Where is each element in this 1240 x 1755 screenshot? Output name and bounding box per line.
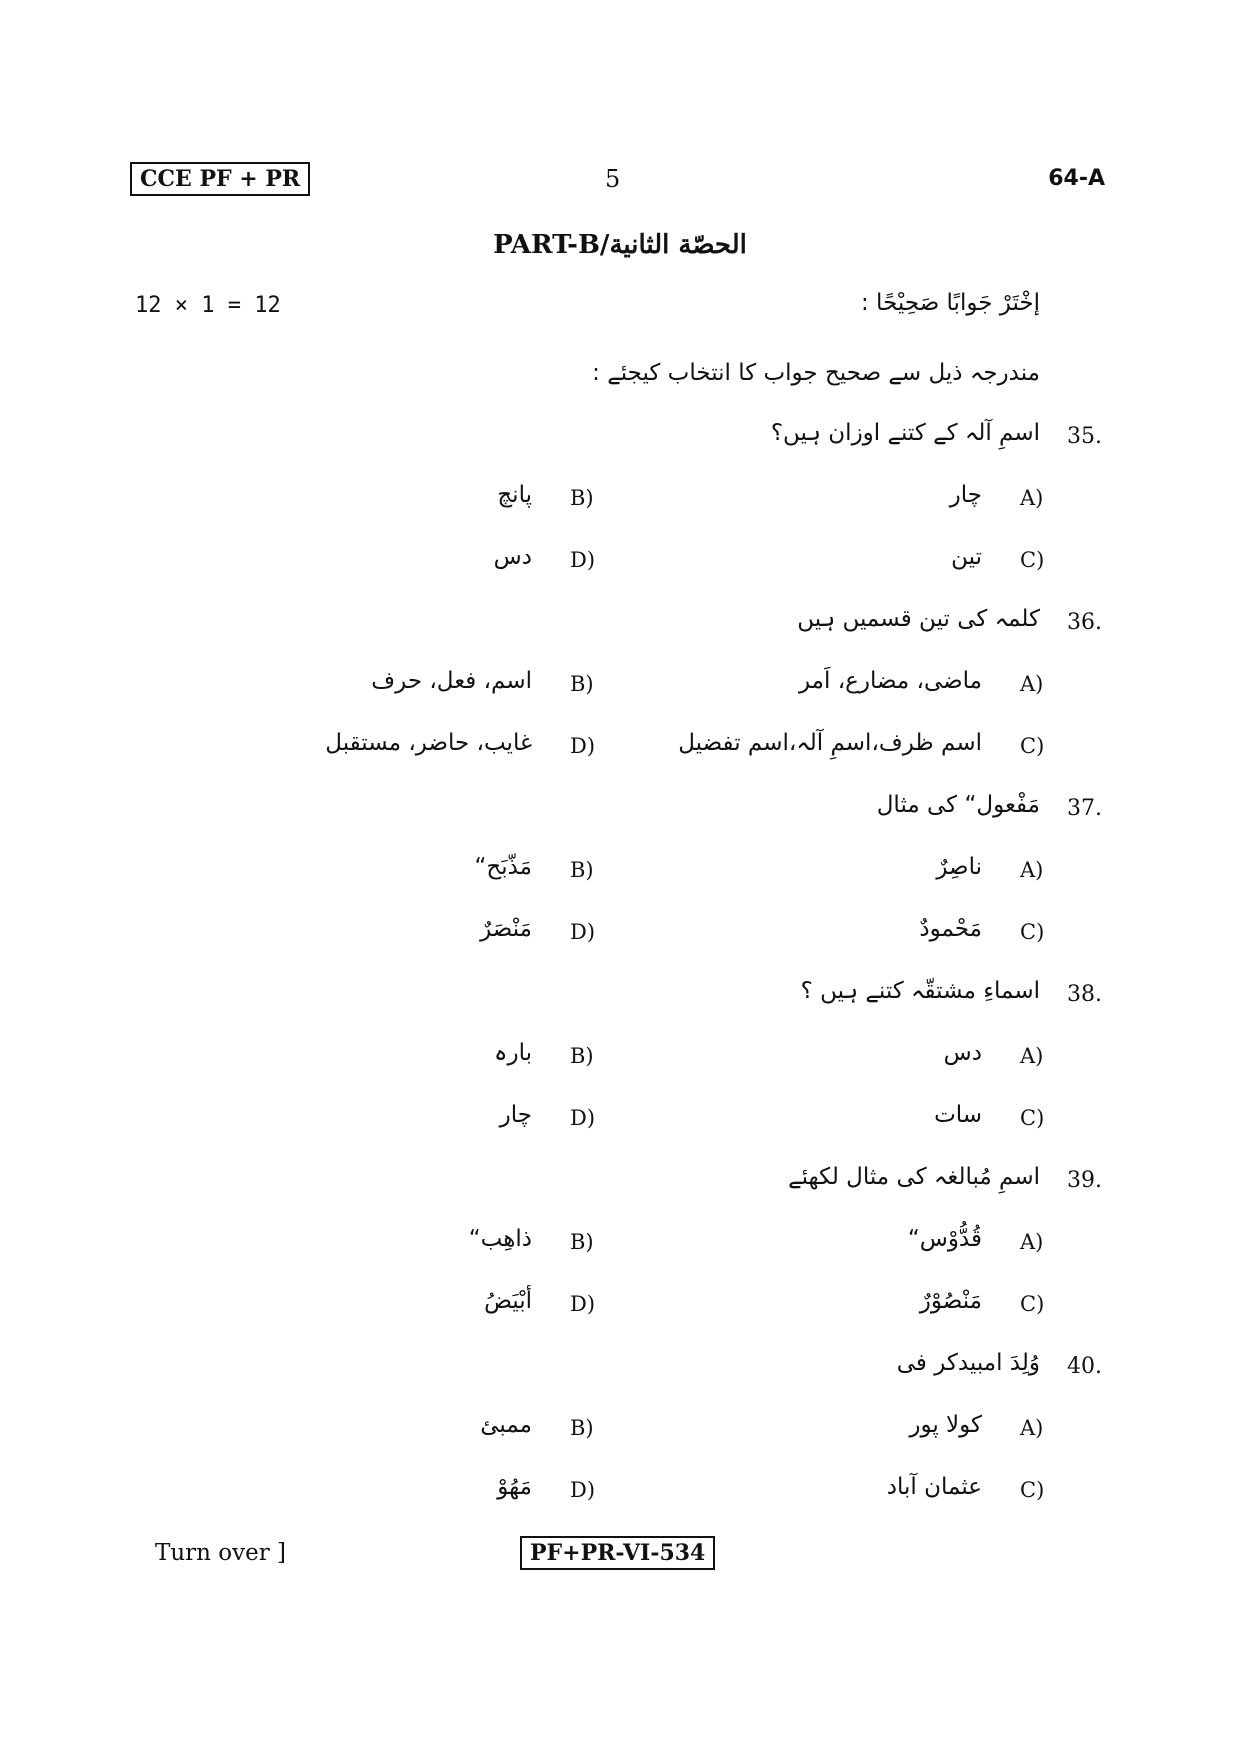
question-number: 36.: [1067, 610, 1102, 635]
option-letter-c: C): [1020, 1292, 1045, 1316]
turn-over-note: Turn over ]: [155, 1540, 287, 1566]
question-text: مَفْعول“ کی مثال: [876, 792, 1040, 818]
option-letter-b: B): [570, 1230, 594, 1254]
option-a-text: کولا پور: [909, 1412, 982, 1438]
question-number: 38.: [1067, 982, 1102, 1007]
option-d-text: غایب، حاضر، مستقبل: [325, 730, 532, 756]
option-a-text: قُدُّوْس“: [907, 1226, 982, 1252]
page-number: 5: [605, 165, 621, 193]
option-c-text: مَحْمودٌ: [919, 916, 982, 942]
option-a-text: چار: [949, 482, 982, 508]
option-d-text: أبْيَضُ: [484, 1288, 532, 1314]
option-letter-d: D): [570, 548, 596, 572]
question-text: وُلِدَ امبيدكر فى: [896, 1350, 1040, 1376]
question-text: اسماءِ مشتقّہ کتنے ہیں ؟: [800, 978, 1040, 1004]
option-d-text: مَهُوْ: [497, 1474, 532, 1500]
option-letter-a: A): [1020, 1230, 1044, 1254]
option-letter-d: D): [570, 920, 596, 944]
question-text: کلمہ کی تین قسمیں ہیں: [797, 606, 1040, 632]
option-c-text: تین: [951, 544, 982, 570]
option-letter-d: D): [570, 1292, 596, 1316]
option-d-text: چار: [499, 1102, 532, 1128]
option-c-text: اسم ظرف،اسمِ آلہ،اسم تفضیل: [678, 730, 982, 756]
option-c-text: مَنْصُوْرٌ: [919, 1288, 982, 1314]
option-letter-c: C): [1020, 1106, 1045, 1130]
header-code-left: CCE PF + PR: [130, 162, 310, 196]
option-a-text: ناصِرٌ: [936, 854, 982, 880]
option-b-text: مَذّبَح“: [474, 854, 532, 880]
option-letter-b: B): [570, 858, 594, 882]
option-c-text: سات: [934, 1102, 982, 1128]
option-a-text: دس: [943, 1040, 982, 1066]
option-letter-b: B): [570, 1416, 594, 1440]
marks-scheme: 12 × 1 = 12: [135, 293, 281, 318]
option-c-text: عثمان آباد: [886, 1474, 982, 1500]
option-d-text: دس: [493, 544, 532, 570]
option-letter-c: C): [1020, 548, 1045, 572]
option-letter-a: A): [1020, 672, 1044, 696]
question-text: اسمِ مُبالغہ کی مثال لکھئے: [788, 1164, 1040, 1190]
question-number: 35.: [1067, 424, 1102, 449]
question-number: 37.: [1067, 796, 1102, 821]
option-letter-d: D): [570, 1478, 596, 1502]
option-letter-a: A): [1020, 486, 1044, 510]
option-a-text: ماضی، مضارع، اَمر: [798, 668, 982, 694]
footer-code: PF+PR-VI-534: [520, 1536, 715, 1570]
option-letter-a: A): [1020, 1044, 1044, 1068]
option-letter-b: B): [570, 672, 594, 696]
option-letter-a: A): [1020, 858, 1044, 882]
option-letter-d: D): [570, 734, 596, 758]
option-letter-b: B): [570, 486, 594, 510]
question-number: 39.: [1067, 1168, 1102, 1193]
option-letter-a: A): [1020, 1416, 1044, 1440]
option-b-text: ذاهِب“: [468, 1226, 532, 1252]
option-d-text: مَنْصَرٌ: [480, 916, 532, 942]
option-letter-b: B): [570, 1044, 594, 1068]
option-b-text: ممبئ: [480, 1412, 532, 1438]
header-code-right: 64-A: [1048, 166, 1105, 191]
question-text: اسمِ آلہ کے کتنے اوزان ہیں؟: [770, 420, 1040, 446]
option-letter-c: C): [1020, 1478, 1045, 1502]
instruction-arabic: إخْتَرْ جَوابًا صَحِيْحًا :: [861, 290, 1040, 316]
instruction-urdu: مندرجہ ذیل سے صحیح جواب کا انتخاب کیجئے :: [592, 360, 1040, 386]
option-b-text: اسم، فعل، حرف: [371, 668, 532, 694]
option-b-text: پانچ: [497, 482, 532, 508]
option-b-text: بارہ: [494, 1040, 532, 1066]
option-letter-c: C): [1020, 734, 1045, 758]
question-number: 40.: [1067, 1354, 1102, 1379]
option-letter-d: D): [570, 1106, 596, 1130]
part-title: PART-B/الحصّة الثانية: [493, 230, 747, 260]
option-letter-c: C): [1020, 920, 1045, 944]
